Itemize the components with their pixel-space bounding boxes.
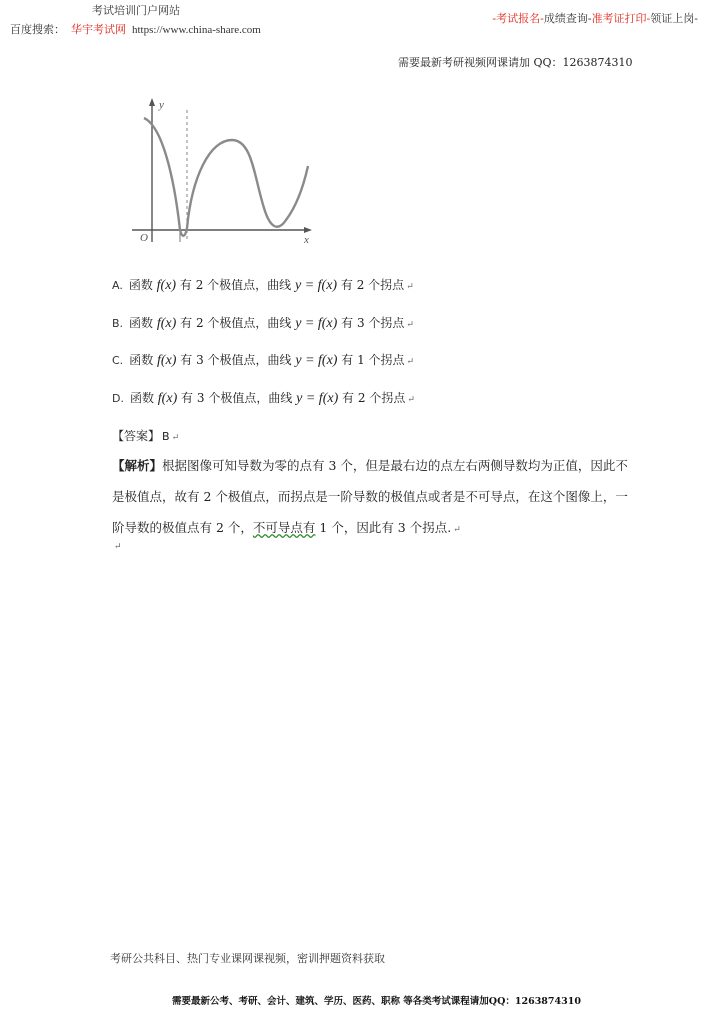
answer-value: B <box>162 430 170 443</box>
option-b: B. 函数 f(x) 有 2 个极值点，曲线 y = f(x) 有 3 个拐点 ↵ <box>112 316 414 331</box>
derivative-graph <box>128 96 318 248</box>
y-axis-arrow <box>149 98 155 106</box>
analysis-text: 根据图像可知导数为零的点有 3 个，但是最右边的点左右两侧导数均为正值，因此不是极值点，故有 2 个极值点，而拐点是一阶导数的极值点或者是不可导点，在这个图像上，一阶导数的极值点有 2 个， <box>112 458 628 535</box>
nav-score-query[interactable]: 成绩查询- <box>543 12 592 25</box>
option-d: D. 函数 f(x) 有 3 个极值点，曲线 y = f(x) 有 2 个拐点 ↵ <box>112 391 415 406</box>
analysis-paragraph: 【解析】根据图像可知导数为零的点有 3 个，但是最右边的点左右两侧导数均为正值，因此不是极值点，故有 2 个极值点，而拐点是一阶导数的极值点或者是不可导点，在这个图像上，一阶导数的极值点有 2 个，不可导点有 1 个，因此有 3 个拐点. ↵ <box>112 458 628 535</box>
option-a: A. 函数 f(x) 有 2 个极值点，曲线 y = f(x) 有 2 个拐点 ↵ <box>112 278 414 293</box>
x-axis-label: x <box>304 234 309 246</box>
search-row <box>10 21 261 37</box>
origin-label: O <box>140 232 148 244</box>
answer-label: 【答案】 <box>112 429 161 443</box>
empty-paragraph-mark: ↵ <box>114 542 122 552</box>
site-url-link[interactable]: https://www.china-share.com <box>132 24 261 36</box>
footer-promo: 考研公共科目、热门专业课网课视频，密训押题资料获取 <box>110 952 385 965</box>
analysis-heading: 【解析】 <box>112 458 163 473</box>
option-c: C. 函数 f(x) 有 3 个极值点，曲线 y = f(x) 有 1 个拐点 ↵ <box>112 353 415 368</box>
y-axis-label: y <box>159 99 164 111</box>
search-label: 百度搜索： <box>10 23 65 36</box>
nav-exam-registration[interactable]: -考试报名- <box>492 12 544 25</box>
answer: 【答案】 B ↵ <box>112 429 180 443</box>
site-title: 考试培训门户网站 <box>92 4 180 17</box>
analysis-text-highlight: 不可导点有 <box>252 520 316 535</box>
function-curve <box>144 118 308 236</box>
qq-notice: 需要最新考研视频网课请加 QQ：1263874310 <box>398 56 633 69</box>
search-brand-link[interactable]: 华宇考试网 <box>71 23 126 36</box>
header-nav <box>492 10 698 26</box>
analysis-text-end: 1 个，因此有 3 个拐点. <box>315 520 452 535</box>
nav-admission-ticket[interactable]: 准考证打印- <box>591 12 651 25</box>
x-axis-arrow <box>304 227 312 233</box>
nav-license[interactable]: 领证上岗- <box>650 12 698 25</box>
footer-qq-notice: 需要最新公考、考研、会计、建筑、学历、医药、职称 等各类考试课程请加QQ：1263874310 <box>172 996 581 1007</box>
